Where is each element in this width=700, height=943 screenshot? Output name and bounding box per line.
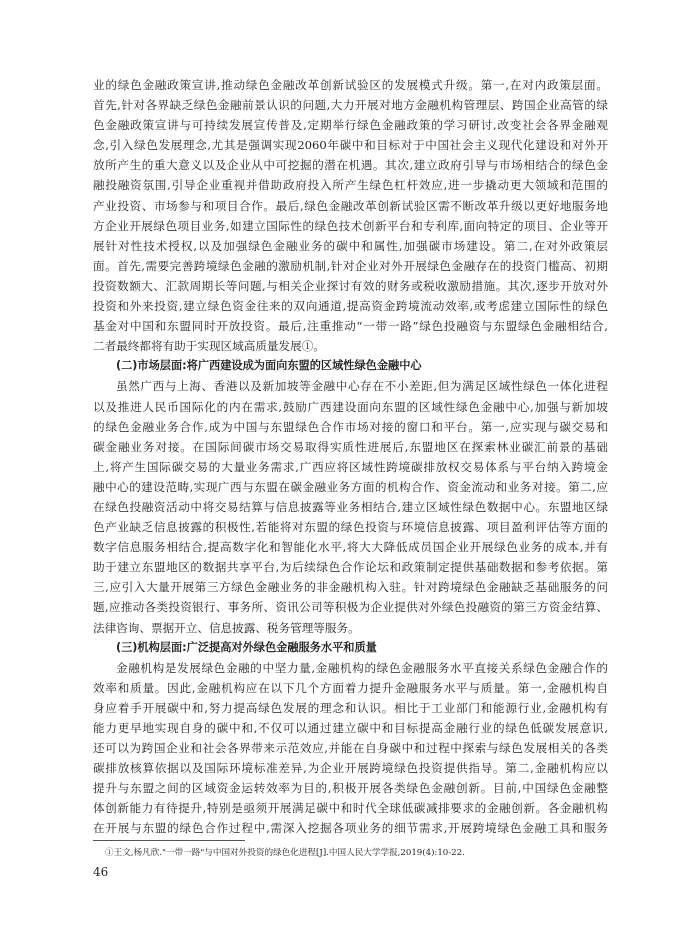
text-line: 方企业开展绿色项目业务,如建立国际性的绿色技术创新平台和专利库,面向特定的项目、企业等开 xyxy=(93,218,608,233)
text-line: 色产业缺乏信息披露的积极性,若能将对东盟的绿色投资与环境信息披露、项目盈利评估等方面的 xyxy=(93,520,608,535)
text-line: 体创新能力有待提升,特别是亟须开展满足碳中和时代全球低碳减排要求的金融创新。各金融机构 xyxy=(93,801,608,816)
heading-text: (三)机构层面:广泛提高对外绿色金融服务水平和质量 xyxy=(116,640,377,654)
text-line: 面。首先,需要完善跨境绿色金融的激励机制,针对企业对外开展绿色金融存在的投资门槛高、初期 xyxy=(93,258,608,273)
paragraph xyxy=(93,658,608,839)
text-line: 效率和质量。因此,金融机构应在以下几个方面着力提升金融服务水平与质量。第一,金融机构自 xyxy=(93,680,608,695)
text-line: 基金对中国和东盟同时开放投资。最后,注重推动“一带一路”绿色投融资与东盟绿色金融相结合, xyxy=(93,319,608,334)
text-line: 提升与东盟之间的区域资金运转效率为目的,积极开展各类绿色金融创新。目前,中国绿色金融整 xyxy=(93,781,608,796)
text-line: 碳排放核算依据以及国际环境标准差异,为企业开展跨境绿色投资提供指导。第二,金融机构应以 xyxy=(93,761,608,776)
text-line: 虽然广西与上海、香港以及新加坡等金融中心存在不小差距,但为满足区域性绿色一体化进程 xyxy=(116,379,608,394)
text-line: 色金融政策宣讲与可持续发展宣传普及,定期举行绿色金融政策的学习研讨,改变社会各界金融观 xyxy=(93,118,608,133)
text-line: 法律咨询、票据开立、信息披露、税务管理等服务。 xyxy=(93,620,360,635)
heading-text: (二)市场层面:将广西建设成为面向东盟的区域性绿色金融中心 xyxy=(116,359,422,373)
text-line: 产业投资、市场参与和项目合作。最后,绿色金融改革创新试验区需不断改革升级以更好地服务地 xyxy=(93,198,608,213)
text-line: 展针对性技术授权,以及加强绿色金融业务的碳中和属性,加强碳市场建设。第二,在对外政策层 xyxy=(93,238,608,253)
text-line: 放所产生的重大意义以及企业从中可挖掘的潜在机遇。其次,建立政府引导与市场相结合的绿色金 xyxy=(93,158,608,173)
text-line: 首先,针对各界缺乏绿色金融前景认识的问题,大力开展对地方金融机构管理层、跨国企业高管的绿 xyxy=(93,98,608,113)
text-line: 在开展与东盟的绿色合作过程中,需深入挖掘各项业务的细节需求,开展跨境绿色金融工具和服务 xyxy=(93,821,608,836)
text-line: 投资和外来投资,建立绿色资金往来的双向通道,提高资金跨境流动效率,或考虑建立国际性的绿色 xyxy=(93,299,608,314)
text-line: 三,应引入大量开展第三方绿色金融业务的非金融机构入驻。针对跨境绿色金融缺乏基础服务的问 xyxy=(93,580,608,595)
footnote: ①王文,杨凡欣."一带一路"与中国对外投资的绿色化进程[J].中国人民大学学报,2019(4):10-22. xyxy=(105,848,465,858)
text-line: 以及推进人民币国际化的内在需求,鼓励广西建设面向东盟的区域性绿色金融中心,加强与新加坡 xyxy=(93,399,608,414)
text-line: 能力更早地实现自身的碳中和,不仅可以通过建立碳中和目标提高金融行业的绿色低碳发展意识, xyxy=(93,721,608,735)
text-line: 数字信息服务相结合,提高数字化和智能化水平,将大大降低成员国企业开展绿色业务的成本,并有 xyxy=(93,540,608,555)
text-line: 上,将产生国际碳交易的大量业务需求,广西应将区域性跨境碳排放权交易体系与平台纳入跨境金 xyxy=(93,459,608,474)
text-line: 融投融资氛围,引导企业重视并借助政府投入所产生绿色杠杆效应,进一步撬动更大领域和范围的 xyxy=(93,178,608,193)
article-body xyxy=(93,75,608,839)
text-line: 念,引入绿色发展理念,尤其是强调实现2060年碳中和目标对于中国社会主义现代化建设和对外开 xyxy=(93,138,608,153)
text-line: 题,应推动各类投资银行、事务所、资讯公司等积极为企业提供对外绿色投融资的第三方资金结算、 xyxy=(93,600,608,615)
paragraph xyxy=(93,376,608,637)
paragraph xyxy=(93,75,608,356)
text-line: 二者最终都将有助于实现区域高质量发展①。 xyxy=(93,339,325,354)
text-line: 助于建立东盟地区的数据共享平台,为后续绿色合作论坛和政策制定提供基础数据和参考依据。第 xyxy=(93,560,608,575)
section-heading xyxy=(93,356,608,376)
section-heading xyxy=(93,638,608,658)
text-line: 还可以为跨国企业和社会各界带来示范效应,并能在自身碳中和过程中探索与绿色发展相关的各类 xyxy=(93,741,608,756)
text-line: 碳金融业务对接。在国际间碳市场交易取得实质性进展后,东盟地区在探索林业碳汇前景的基础 xyxy=(93,439,608,454)
text-line: 身应着手开展碳中和,努力提高绿色发展的理念和认识。相比于工业部门和能源行业,金融机构有 xyxy=(93,700,608,715)
text-line: 金融机构是发展绿色金融的中坚力量,金融机构的绿色金融服务水平直接关系绿色金融合作的 xyxy=(116,660,608,675)
text-line: 在绿色投融资活动中将交易结算与信息披露等业务相结合,建立区域性绿色数据中心。东盟地区绿 xyxy=(93,499,608,514)
text-line: 融中心的建设范畴,实现广西与东盟在碳金融业务方面的机构合作、资金流动和业务对接。第二,应 xyxy=(93,479,608,494)
text-line: 业的绿色金融政策宣讲,推动绿色金融改革创新试验区的发展模式升级。第一,在对内政策层面。 xyxy=(93,78,608,92)
text-line: 投资数额大、汇款周期长等问题,与相关企业探讨有效的财务或税收激励措施。其次,逐步开放对外 xyxy=(93,278,608,293)
footnote-divider xyxy=(93,840,245,841)
text-line: 的绿色金融业务合作,成为中国与东盟绿色合作市场对接的窗口和平台。第一,应实现与碳交易和 xyxy=(93,419,608,434)
page-number: 46 xyxy=(93,865,109,879)
